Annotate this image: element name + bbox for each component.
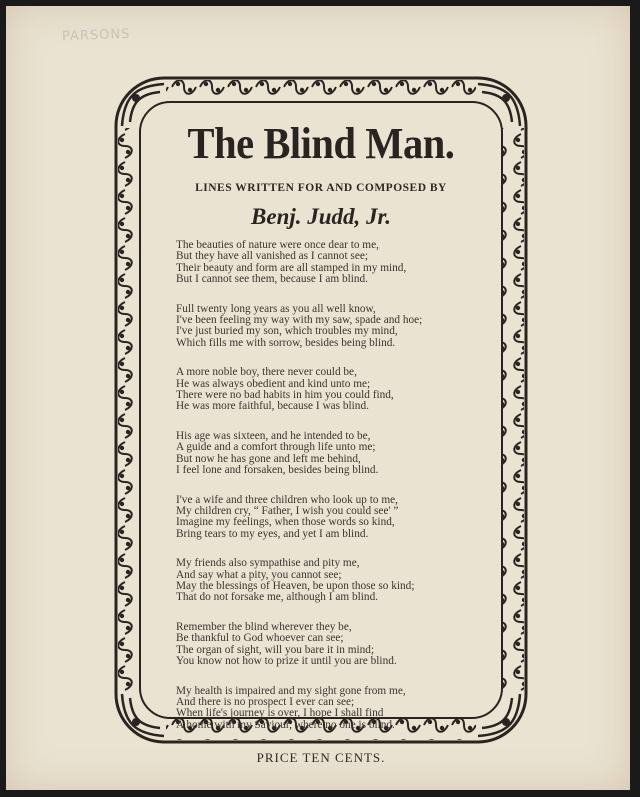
- poem-line: Their beauty and form are all stamped in my mind,: [176, 261, 407, 274]
- price-line: PRICE TEN CENTS.: [256, 750, 386, 765]
- poem-line: And say what a pity, you cannot see;: [176, 568, 342, 581]
- poem-line: I feel lone and forsaken, besides being blind.: [176, 463, 379, 476]
- poem-line: When life's journey is over, I hope I shall find: [176, 707, 384, 720]
- stanza: [176, 686, 486, 731]
- poem-line: My friends also sympathise and pity me,: [176, 557, 360, 570]
- stanza: [176, 558, 486, 603]
- stanza: [176, 495, 486, 540]
- poem-line: Which fills me with sorrow, besides being blind.: [176, 336, 396, 349]
- poem-line: A home with my Saviour, where no one is blind.: [176, 718, 395, 731]
- poem-line: Full twenty long years as you all well know,: [176, 302, 376, 315]
- poem-line: My health is impaired and my sight gone from me,: [176, 684, 406, 697]
- subtitle: LINES WRITTEN FOR AND COMPOSED BY: [195, 182, 447, 194]
- poem-line: I've just buried my son, which troubles my mind,: [176, 325, 398, 338]
- poem-line: May the blessings of Heaven, be upon those so kind;: [176, 580, 415, 593]
- poem-line: And there is no prospect I ever can see;: [176, 696, 355, 709]
- stanza: [176, 304, 486, 349]
- poem-line: His age was sixteen, and he intended to be,: [176, 430, 371, 443]
- poem-line: The organ of sight, will you bare it in mind;: [176, 643, 375, 656]
- poem-line: He was more faithful, because I was blind.: [176, 400, 369, 413]
- poem-line: He was always obedient and kind unto me;: [176, 377, 371, 390]
- poem-line: You know not how to prize it until you are blind.: [176, 655, 397, 668]
- poem-title: The Blind Man.: [187, 119, 455, 168]
- poem-line: A guide and a comfort through life unto me;: [176, 441, 376, 454]
- poem-line: The beauties of nature were once dear to me,: [176, 239, 379, 251]
- poem-line: But now he has gone and left me behind,: [176, 452, 361, 465]
- poem-line: Be thankful to God whoever can see;: [176, 632, 344, 645]
- poem-line: But I cannot see them, because I am blind.: [176, 272, 368, 285]
- poem-line: I've been feeling my way with my saw, spade and hoe;: [176, 313, 423, 326]
- stanza: [176, 431, 486, 476]
- poem-line: I've a wife and three children who look up to me,: [176, 493, 398, 506]
- poem-line: There were no bad habits in him you could find,: [176, 388, 394, 401]
- author-name: Benj. Judd, Jr.: [251, 204, 391, 229]
- stanza: [176, 367, 486, 412]
- poem-line: My children cry, “ Father, I wish you could see' ”: [176, 505, 399, 518]
- poem-line: But they have all vanished as I cannot see;: [176, 250, 368, 263]
- stanza: [176, 240, 486, 285]
- stanza: [176, 622, 486, 667]
- pencil-annotation: PARSONS: [61, 26, 131, 45]
- poem-body: [176, 240, 486, 750]
- poem-line: That do not forsake me, although I am blind.: [176, 591, 379, 604]
- poem-line: Bring tears to my eyes, and yet I am blind.: [176, 527, 369, 540]
- poem-line: Imagine my feelings, when those words so kind,: [176, 516, 395, 529]
- poem-line: Remember the blind wherever they be,: [176, 621, 352, 634]
- poem-line: A more noble boy, there never could be,: [176, 366, 357, 379]
